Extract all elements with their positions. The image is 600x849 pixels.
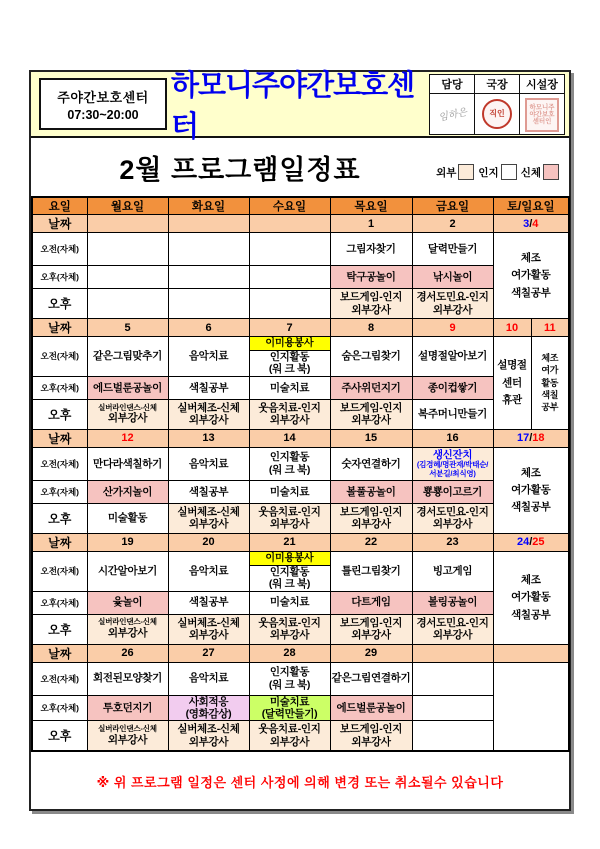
activity-cell: 웃음치료-인지 외부강사 bbox=[249, 503, 330, 533]
row-label-afternoon: 오후 bbox=[32, 721, 87, 751]
activity-cell: 인지활동 (워 크 북) bbox=[249, 662, 330, 695]
row-label-morning: 오전(자체) bbox=[32, 337, 87, 377]
date-cell bbox=[249, 215, 330, 233]
activity-cell: 보드게임-인지 외부강사 bbox=[330, 721, 412, 751]
activity-cell: 틀린그림찾기 bbox=[330, 551, 412, 591]
activity-cell: 투호던지기 bbox=[87, 695, 168, 721]
center-name-title: 하모니주야간보호센터 bbox=[171, 70, 415, 143]
date-cell: 5 bbox=[87, 319, 168, 337]
row-label-date: 날짜 bbox=[32, 319, 87, 337]
handwritten-signature: 임하은 bbox=[437, 107, 468, 124]
date-cell: 17/18 bbox=[493, 429, 569, 447]
page-title: 2월 프로그램일정표 bbox=[119, 154, 361, 185]
activity-cell bbox=[412, 721, 493, 751]
day-header: 수요일 bbox=[249, 197, 330, 215]
activity-cell: 뿅뿅이고르기 bbox=[412, 480, 493, 503]
center-type-label: 주야간보호센터 bbox=[57, 89, 149, 105]
row-label-morning: 오전(자체) bbox=[32, 662, 87, 695]
activity-cell: 음악치료 bbox=[168, 447, 249, 480]
date-cell: 8 bbox=[330, 319, 412, 337]
row-label-morning: 오전(자체) bbox=[32, 447, 87, 480]
weekend-cell: 체조 여가활동 색칠공부 bbox=[493, 551, 569, 644]
day-header: 금요일 bbox=[412, 197, 493, 215]
staff-signature-cell bbox=[430, 94, 475, 135]
activity-cell: 실버라인댄스-신체 외부강사 bbox=[87, 399, 168, 429]
day-header: 목요일 bbox=[330, 197, 412, 215]
activity-cell: 미술치료 bbox=[249, 591, 330, 614]
activity-cell: 에드벌룬공놀이 bbox=[87, 376, 168, 399]
program-calendar bbox=[31, 196, 570, 752]
date-cell: 26 bbox=[87, 644, 168, 662]
activity-cell bbox=[87, 289, 168, 319]
legend-item-external: 외부 bbox=[436, 164, 474, 180]
activity-cell: 음악치료 bbox=[168, 337, 249, 377]
activity-cell: 음악치료 bbox=[168, 551, 249, 591]
day-header: 토/일요일 bbox=[493, 197, 569, 215]
date-cell: 1 bbox=[330, 215, 412, 233]
weekend-cell: 설명절 센터 휴관 bbox=[493, 337, 531, 430]
date-cell: 24/25 bbox=[493, 533, 569, 551]
date-cell: 13 bbox=[168, 429, 249, 447]
activity-cell: 복주머니만들기 bbox=[412, 399, 493, 429]
schedule-sheet bbox=[29, 70, 571, 811]
external-color-swatch bbox=[458, 164, 474, 180]
activity-cell: 미술치료 (달력만들기) bbox=[249, 695, 330, 721]
activity-cell: 회전된모양찾기 bbox=[87, 662, 168, 695]
activity-cell: 경서도민요-인지 외부강사 bbox=[412, 614, 493, 644]
facility-stamp-cell bbox=[520, 94, 565, 135]
activity-cell: 보드게임-인지 외부강사 bbox=[330, 289, 412, 319]
activity-cell: 미술치료 bbox=[249, 480, 330, 503]
activity-cell: 음악치료 bbox=[168, 662, 249, 695]
activity-cell: 만다라색칠하기 bbox=[87, 447, 168, 480]
activity-cell: 주사위던지기 bbox=[330, 376, 412, 399]
activity-cell: 보드게임-인지 외부강사 bbox=[330, 399, 412, 429]
activity-cell: 같은그림연결하기 bbox=[330, 662, 412, 695]
legend-item-cognitive: 인지 bbox=[478, 164, 516, 180]
title-row bbox=[31, 138, 569, 196]
activity-cell bbox=[412, 662, 493, 695]
activity-cell: 볼링공놀이 bbox=[412, 591, 493, 614]
activity-cell: 그림자찾기 bbox=[330, 233, 412, 266]
activity-cell: 생신잔치 (김경혜/명관재/박태순/ 서분길/최식영) bbox=[412, 447, 493, 480]
activity-cell: 달력만들기 bbox=[412, 233, 493, 266]
day-header: 월요일 bbox=[87, 197, 168, 215]
row-label-date: 날짜 bbox=[32, 215, 87, 233]
activity-cell bbox=[87, 266, 168, 289]
activity-cell: 실버라인댄스-신체 외부강사 bbox=[87, 614, 168, 644]
activity-cell: 실버체조-신체 외부강사 bbox=[168, 721, 249, 751]
activity-cell: 숨은그림찾기 bbox=[330, 337, 412, 377]
activity-cell: 미술치료 bbox=[249, 376, 330, 399]
activity-cell: 보드게임-인지 외부강사 bbox=[330, 614, 412, 644]
activity-cell: 경서도민요-인지 외부강사 bbox=[412, 503, 493, 533]
activity-cell: 탁구공놀이 bbox=[330, 266, 412, 289]
activity-cell: 에드벌룬공놀이 bbox=[330, 695, 412, 721]
legend-item-physical: 신체 bbox=[521, 164, 559, 180]
row-label-date: 날짜 bbox=[32, 533, 87, 551]
volunteer-badge: 이미용봉사 bbox=[250, 552, 330, 566]
day-header-corner: 요일 bbox=[32, 197, 87, 215]
activity-cell bbox=[249, 233, 330, 266]
activity-cell: 이미용봉사 인지활동 (워 크 북) bbox=[249, 551, 330, 591]
row-label-afternoon-self: 오후(자체) bbox=[32, 695, 87, 721]
activity-cell: 윷놀이 bbox=[87, 591, 168, 614]
date-cell: 16 bbox=[412, 429, 493, 447]
activity-cell: 인지활동 (워 크 북) bbox=[249, 447, 330, 480]
activity-cell: 빙고게임 bbox=[412, 551, 493, 591]
activity-cell: 실버라인댄스-신체 외부강사 bbox=[87, 721, 168, 751]
date-cell bbox=[412, 644, 493, 662]
activity-cell: 경서도민요-인지 외부강사 bbox=[412, 289, 493, 319]
date-cell: 10 bbox=[493, 319, 531, 337]
activity-cell: 실버체조-신체 외부강사 bbox=[168, 614, 249, 644]
footnote: ※ 위 프로그램 일정은 센터 사정에 의해 변경 또는 취소될수 있습니다 bbox=[96, 774, 504, 790]
activity-cell bbox=[87, 233, 168, 266]
weekend-cell: 체조 여가활동 색칠공부 bbox=[493, 233, 569, 319]
day-header: 화요일 bbox=[168, 197, 249, 215]
activity-cell: 볼풀공놀이 bbox=[330, 480, 412, 503]
date-cell: 21 bbox=[249, 533, 330, 551]
activity-cell: 시간알아보기 bbox=[87, 551, 168, 591]
row-label-afternoon: 오후 bbox=[32, 399, 87, 429]
activity-cell: 낚시놀이 bbox=[412, 266, 493, 289]
date-cell: 6 bbox=[168, 319, 249, 337]
date-cell: 27 bbox=[168, 644, 249, 662]
activity-cell: 산가지놀이 bbox=[87, 480, 168, 503]
activity-cell bbox=[168, 289, 249, 319]
row-label-afternoon: 오후 bbox=[32, 503, 87, 533]
row-label-afternoon: 오후 bbox=[32, 289, 87, 319]
date-cell: 20 bbox=[168, 533, 249, 551]
round-seal-icon: 직인 bbox=[482, 99, 512, 129]
date-cell: 9 bbox=[412, 319, 493, 337]
cognitive-color-swatch bbox=[501, 164, 517, 180]
weekend-cell bbox=[493, 662, 569, 751]
header-band bbox=[31, 70, 569, 143]
square-seal-icon: 하모니주야간보호센터인 bbox=[525, 98, 559, 132]
activity-cell: 실버체조-신체 외부강사 bbox=[168, 399, 249, 429]
activity-cell: 숫자연결하기 bbox=[330, 447, 412, 480]
legend bbox=[436, 164, 559, 180]
row-label-afternoon-self: 오후(자체) bbox=[32, 591, 87, 614]
activity-cell: 웃음치료-인지 외부강사 bbox=[249, 721, 330, 751]
date-cell: 3/4 bbox=[493, 215, 569, 233]
date-cell bbox=[87, 215, 168, 233]
volunteer-badge: 이미용봉사 bbox=[250, 337, 330, 351]
activity-cell: 이미용봉사 인지활동 (워 크 북) bbox=[249, 337, 330, 377]
weekend-cell: 체조 여가 활동 색칠 공부 bbox=[531, 337, 569, 430]
activity-cell: 실버체조-신체 외부강사 bbox=[168, 503, 249, 533]
weekend-cell: 체조 여가활동 색칠공부 bbox=[493, 447, 569, 533]
activity-cell bbox=[412, 695, 493, 721]
date-cell: 28 bbox=[249, 644, 330, 662]
activity-cell: 같은그림맞추기 bbox=[87, 337, 168, 377]
row-label-date: 날짜 bbox=[32, 429, 87, 447]
row-label-morning: 오전(자체) bbox=[32, 233, 87, 266]
director-stamp-cell bbox=[475, 94, 520, 135]
row-label-date: 날짜 bbox=[32, 644, 87, 662]
row-label-afternoon: 오후 bbox=[32, 614, 87, 644]
activity-cell: 미술활동 bbox=[87, 503, 168, 533]
date-cell: 2 bbox=[412, 215, 493, 233]
date-cell: 22 bbox=[330, 533, 412, 551]
date-cell bbox=[493, 644, 569, 662]
activity-cell: 사회적응 (영화감상) bbox=[168, 695, 249, 721]
activity-cell bbox=[168, 233, 249, 266]
activity-cell: 웃음치료-인지 외부강사 bbox=[249, 399, 330, 429]
row-label-afternoon-self: 오후(자체) bbox=[32, 376, 87, 399]
date-cell bbox=[168, 215, 249, 233]
date-cell: 7 bbox=[249, 319, 330, 337]
approval-col-staff: 담당 bbox=[430, 75, 475, 94]
activity-cell bbox=[249, 289, 330, 319]
activity-cell: 웃음치료-인지 외부강사 bbox=[249, 614, 330, 644]
activity-cell: 종이컵쌓기 bbox=[412, 376, 493, 399]
date-cell: 29 bbox=[330, 644, 412, 662]
date-cell: 11 bbox=[531, 319, 569, 337]
approval-col-facility-head: 시설장 bbox=[520, 75, 565, 94]
approval-table bbox=[429, 74, 565, 135]
row-label-morning: 오전(자체) bbox=[32, 551, 87, 591]
activity-cell: 색칠공부 bbox=[168, 376, 249, 399]
center-hours-box bbox=[39, 78, 167, 130]
approval-col-director: 국장 bbox=[475, 75, 520, 94]
date-cell: 15 bbox=[330, 429, 412, 447]
activity-cell bbox=[249, 266, 330, 289]
date-cell: 12 bbox=[87, 429, 168, 447]
date-cell: 14 bbox=[249, 429, 330, 447]
activity-cell: 보드게임-인지 외부강사 bbox=[330, 503, 412, 533]
date-cell: 19 bbox=[87, 533, 168, 551]
row-label-afternoon-self: 오후(자체) bbox=[32, 266, 87, 289]
row-label-afternoon-self: 오후(자체) bbox=[32, 480, 87, 503]
operating-hours: 07:30~20:00 bbox=[67, 107, 139, 122]
activity-cell: 설명절알아보기 bbox=[412, 337, 493, 377]
date-cell: 23 bbox=[412, 533, 493, 551]
activity-cell bbox=[168, 266, 249, 289]
physical-color-swatch bbox=[543, 164, 559, 180]
activity-cell: 색칠공부 bbox=[168, 591, 249, 614]
activity-cell: 색칠공부 bbox=[168, 480, 249, 503]
activity-cell: 다트게임 bbox=[330, 591, 412, 614]
